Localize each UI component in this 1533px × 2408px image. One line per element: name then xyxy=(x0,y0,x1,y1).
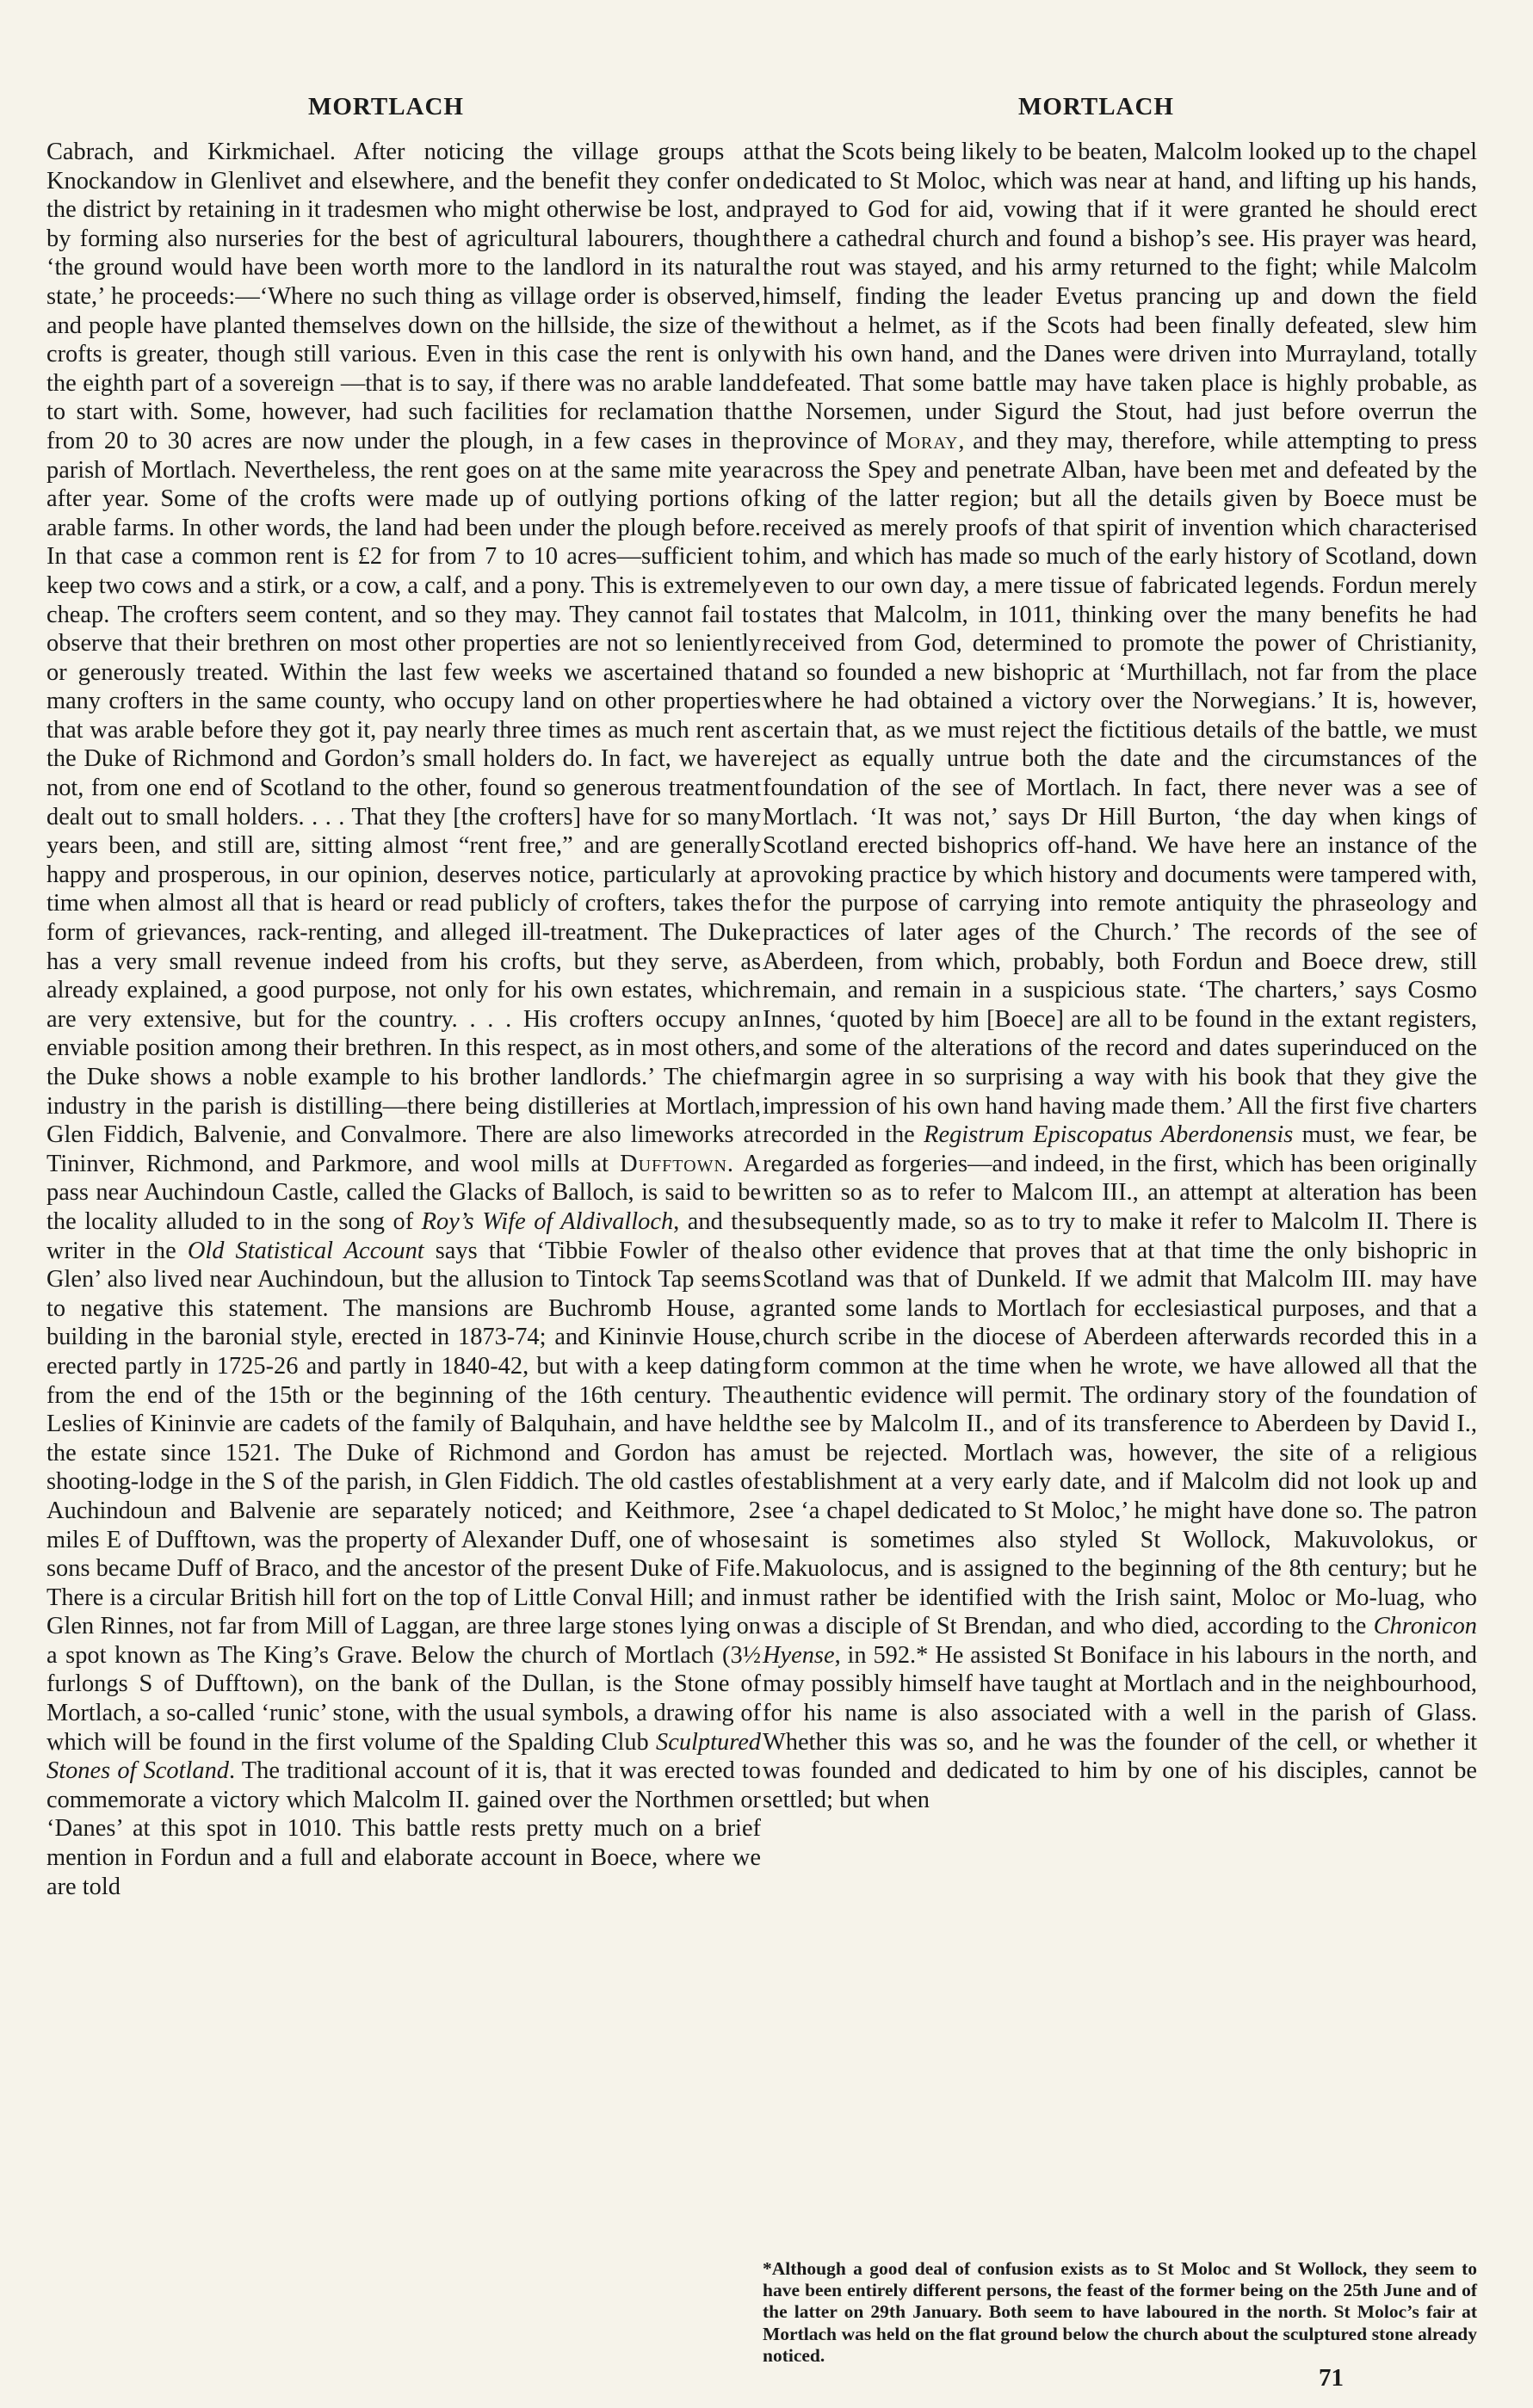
running-header-left: MORTLACH xyxy=(308,93,464,120)
left-column xyxy=(46,138,761,1901)
running-header-right: MORTLACH xyxy=(1018,93,1174,120)
left-column-text: Cabrach, and Kirkmichael. After noticing the village groups at Knockandow in Glenlivet and elsewhere, and the benefit they confer on the district by retaining in it tradesmen who might otherwise be lost, and by forming also nurseries for the best of agricultural labourers, though ‘the ground would have been worth more to the landlord in its natural state,’ he proceeds:—‘Where no such thing as village order is observed, and people have planted themselves down on the hillside, the size of the crofts is greater, though still various. Even in this case the rent is only the eighth part of a sovereign —that is to say, if there was no arable land to start with. Some, however, had such facilities for reclamation that from 20 to 30 acres are now under the plough, in a few cases in the parish of Mortlach. Nevertheless, the rent goes on at the same mite year after year. Some of the crofts were made up of outlying portions of arable farms. In other words, the land had been under the plough before. In that case a common rent is £2 for from 7 to 10 acres—sufficient to keep two cows and a stirk, or a cow, a calf, and a pony. This is extremely cheap. The crofters seem content, and so they may. They cannot fail to observe that their brethren on most other properties are not so leniently or generously treated. Within the last few weeks we ascertained that many crofters in the same county, who occupy land on other properties that was arable before they got it, pay nearly three times as much rent as the Duke of Richmond and Gordon’s small holders do. In fact, we have not, from one end of Scotland to the other, found so generous treatment dealt out to small holders. . . . That they [the crofters] have for so many years been, and still are, sitting almost “rent free,” and are generally happy and prosperous, in our opinion, deserves notice, particularly at a time when almost all that is heard or read publicly of crofters, takes the form of grievances, rack-renting, and alleged ill-treatment. The Duke has a very small revenue indeed from his crofts, but they serve, as already explained, a good purpose, not only for his own estates, which are very extensive, but for the country. . . . His crofters occupy an enviable position among their brethren. In this respect, as in most others, the Duke shows a noble example to his brother landlords.’ The chief industry in the parish is distilling—there being distilleries at Mortlach, Glen Fiddich, Balvenie, and Convalmore. There are also limeworks at Tininver, Richmond, and Parkmore, and wool mills at Dufftown. A pass near Auchindoun Castle, called the Glacks of Balloch, is said to be the locality alluded to in the song of Roy’s Wife of Aldivalloch, and the writer in the Old Statistical Account says that ‘Tibbie Fowler of the Glen’ also lived near Auchindoun, but the allusion to Tintock Tap seems to negative this statement. The mansions are Buchromb House, a building in the baronial style, erected in 1873-74; and Kininvie House, erected partly in 1725-26 and partly in 1840-42, but with a keep dating from the end of the 15th or the beginning of the 16th century. The Leslies of Kininvie are cadets of the family of Balquhain, and have held the estate since 1521. The Duke of Richmond and Gordon has a shooting-lodge in the S of the parish, in Glen Fiddich. The old castles of Auchindoun and Balvenie are separately noticed; and Keithmore, 2 miles E of Dufftown, was the property of Alexander Duff, one of whose sons became Duff of Braco, and the ancestor of the present Duke of Fife. There is a circular British hill fort on the top of Little Conval Hill; and in Glen Rinnes, not far from Mill of Laggan, are three large stones lying on a spot known as The King’s Grave. Below the church of Mortlach (3½ furlongs S of Dufftown), on the bank of the Dullan, is the Stone of Mortlach, a so-called ‘runic’ stone, with the usual symbols, a drawing of which will be found in the first volume of the Spalding Club Sculptured Stones of Scotland. The traditional account of it is, that it was erected to commemorate a victory which Malcolm II. gained over the Northmen or ‘Danes’ at this spot in 1010. This battle rests pretty much on a brief mention in Fordun and a full and elaborate account in Boece, where we are told xyxy=(46,139,761,1900)
right-column-text: that the Scots being likely to be beaten, Malcolm looked up to the chapel dedicated to St Moloc, which was near at hand, and lifting up his hands, prayed to God for aid, vowing that if it were granted he should erect there a cathedral church and found a bishop’s see. His prayer was heard, the rout was stayed, and his army returned to the fight; while Malcolm himself, finding the leader Evetus prancing up and down the field without a helmet, as if the Scots had been finally defeated, slew him with his own hand, and the Danes were driven into Murrayland, totally defeated. That some battle may have taken place is highly probable, as the Norsemen, under Sigurd the Stout, had just before overrun the province of Moray, and they may, therefore, while attempting to press across the Spey and penetrate Alban, have been met and defeated by the king of the latter region; but all the details given by Boece must be received as merely proofs of that spirit of invention which characterised him, and which has made so much of the early history of Scotland, down even to our own day, a mere tissue of fabricated legends. Fordun merely states that Malcolm, in 1011, thinking over the many benefits he had received from God, determined to promote the power of Christianity, and so founded a new bishopric at ‘Murthillach, not far from the place where he had obtained a victory over the Norwegians.’ It is, however, certain that, as we must reject the fictitious details of the battle, we must reject as equally untrue both the date and the circumstances of the foundation of the see of Mortlach. In fact, there never was a see of Mortlach. ‘It was not,’ says Dr Hill Burton, ‘the day when kings of Scotland erected bishoprics off-hand. We have here an instance of the provoking practice by which history and documents were tampered with, for the purpose of carrying into remote antiquity the phraseology and practices of later ages of the Church.’ The records of the see of Aberdeen, from which, probably, both Fordun and Boece drew, still remain, and remain in a suspicious state. ‘The charters,’ says Cosmo Innes, ‘quoted by him [Boece] are all to be found in the extant registers, and some of the alterations of the record and dates superinduced on the margin agree in so surprising a way with his book that they give the impression of his own hand having made them.’ All the first five charters recorded in the Registrum Episcopatus Aberdonensis must, we fear, be regarded as forgeries—and indeed, in the first, which has been originally written so as to refer to Malcom III., an attempt at alteration has been subsequently made, so as to try to make it refer to Malcolm II. There is also other evidence that proves that at that time the only bishopric in Scotland was that of Dunkeld. If we admit that Malcolm III. may have granted some lands to Mortlach for ecclesiastical purposes, and that a church scribe in the diocese of Aberdeen afterwards recorded this in a form common at the time when he wrote, we have allowed all that the authentic evidence will permit. The ordinary story of the foundation of the see by Malcolm II., and of its transference to Aberdeen by David I., must be rejected. Mortlach was, however, the site of a religious establishment at a very early date, and if Malcolm did not look up and see ‘a chapel dedicated to St Moloc,’ he might have done so. The patron saint is sometimes also styled St Wollock, Makuvolokus, or Makuolocus, and is assigned to the beginning of the 8th century; but he must rather be identified with the Irish saint, Moloc or Mo-luag, who was a disciple of St Brendan, and who died, according to the Chronicon Hyense, in 592.* He assisted St Boniface in his labours in the north, and may possibly himself have taught at Mortlach and in the neighbourhood, for his name is also associated with a well in the parish of Glass. Whether this was so, and he was the founder of the cell, or whether it was founded and dedicated to him by one of his disciples, cannot be settled; but when xyxy=(763,139,1477,1813)
book-title-sculptured: Sculptured Stones of Scotland xyxy=(46,1728,761,1785)
moray-smallcaps: Moray xyxy=(885,427,959,454)
dufftown-smallcaps: Dufftown xyxy=(620,1150,727,1177)
page-number: 71 xyxy=(1319,2364,1344,2392)
book-title-registrum: Registrum Episcopatus Aberdonensis xyxy=(924,1121,1294,1149)
song-title: Roy’s Wife of Aldivalloch xyxy=(421,1207,674,1235)
book-title-osa: Old Statistical Account xyxy=(187,1237,424,1264)
book-title-chronicon: Chronicon Hyense xyxy=(763,1613,1477,1669)
footnote: *Although a good deal of confusion exists as to St Moloc and St Wollock, they seem to have been entirely different persons, the feast of the former being on the 25th June and of the latter on 29th January. Both seem to have laboured in the north. St Moloc’s fair at Mortlach was held on the flat ground below the church about the sculptured stone already noticed. xyxy=(763,2258,1477,2366)
right-column xyxy=(763,138,1477,1814)
